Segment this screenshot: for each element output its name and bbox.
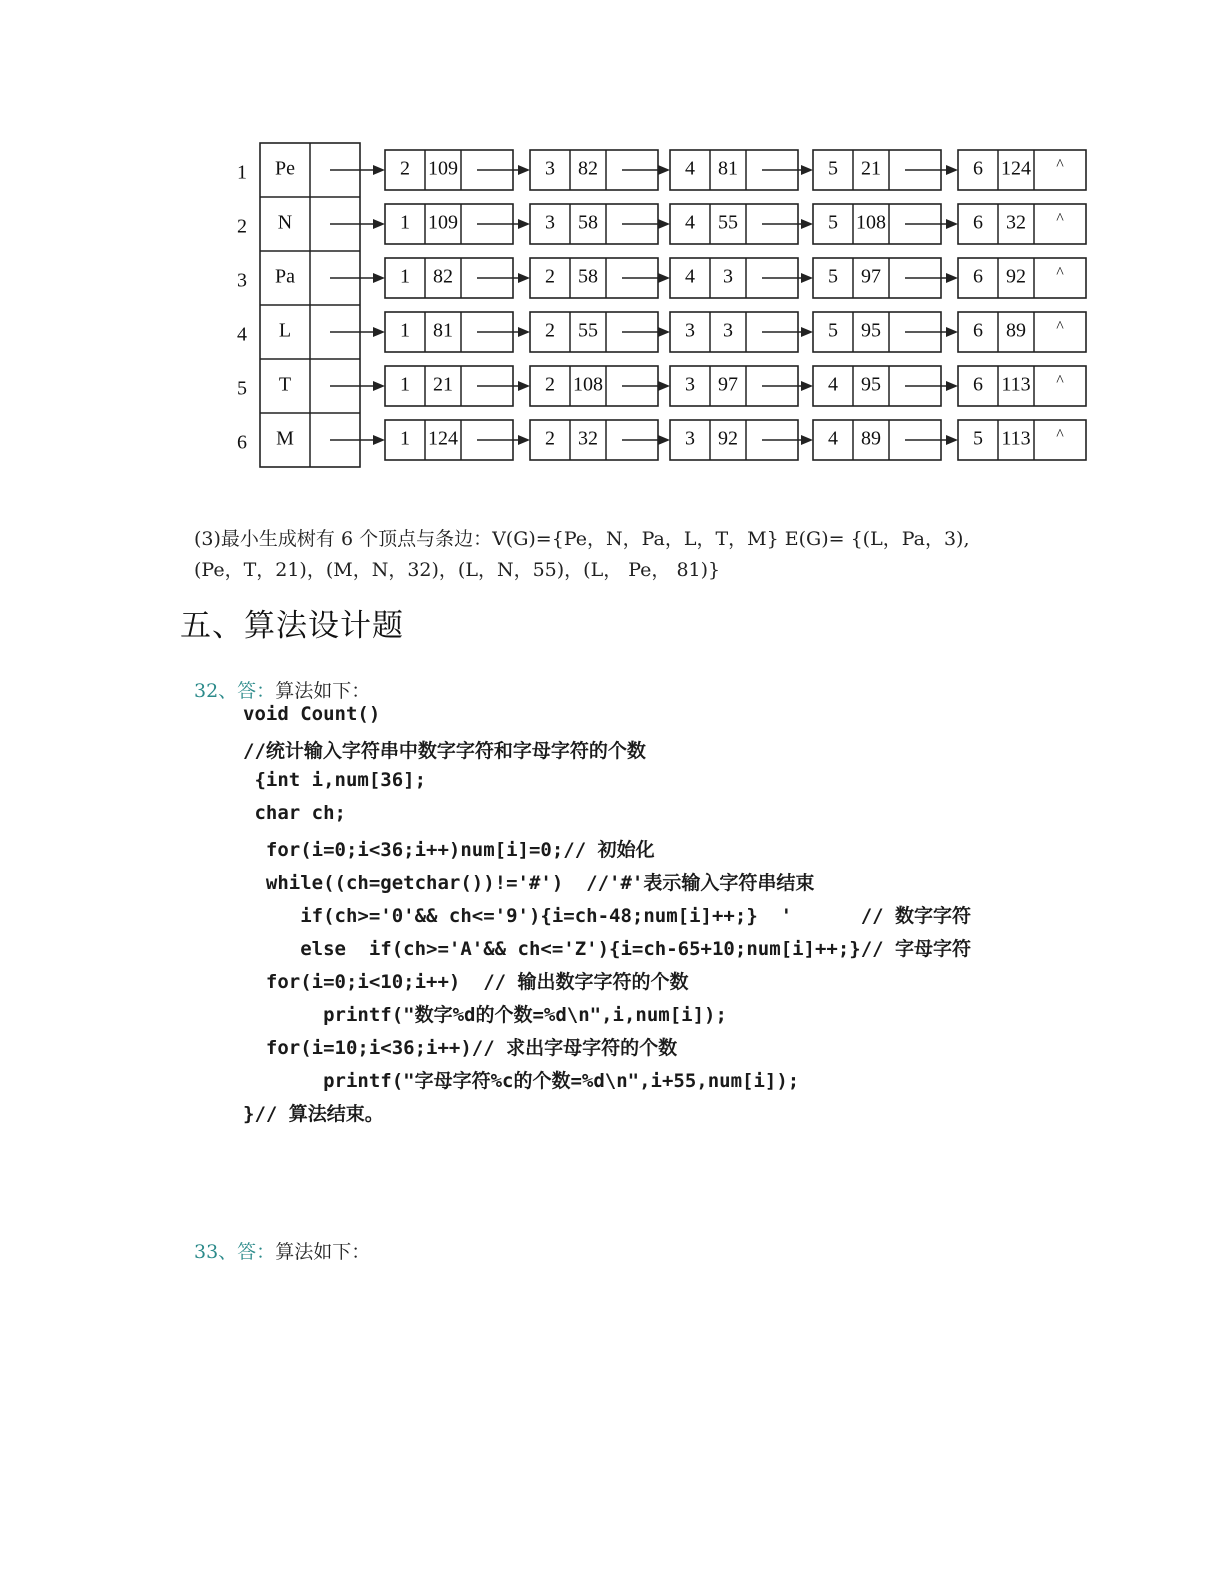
node-weight: 108 xyxy=(573,373,603,396)
null-pointer: ^ xyxy=(1056,210,1064,228)
row-index-2: 2 xyxy=(237,215,247,238)
node-vertex: 5 xyxy=(828,211,838,234)
code-line: {int i,num[36]; xyxy=(243,769,427,791)
node-vertex: 3 xyxy=(545,211,555,234)
next-arrow-head xyxy=(658,219,670,229)
row-index-3: 3 xyxy=(237,269,247,292)
code-line: }// 算法结束。 xyxy=(243,1103,384,1125)
row-index-5: 5 xyxy=(237,377,247,400)
node-weight: 82 xyxy=(433,265,453,288)
next-arrow-head xyxy=(518,165,530,175)
node-weight: 55 xyxy=(718,211,738,234)
mst-line-1: (3)最小生成树有 6 个顶点与条边：V(G)={Pe，N，Pa，L，T，M} E(G)= {(L，Pa，3), xyxy=(194,528,970,550)
next-arrow-head xyxy=(658,435,670,445)
node-vertex: 4 xyxy=(828,373,838,396)
vertex-name-1: Pe xyxy=(275,157,295,180)
node-weight: 109 xyxy=(428,157,458,180)
next-arrow-head xyxy=(946,165,958,175)
node-vertex: 2 xyxy=(545,427,555,450)
null-pointer: ^ xyxy=(1056,264,1064,282)
head-arrow-6-head xyxy=(373,435,385,445)
node-weight: 95 xyxy=(861,373,881,396)
node-weight: 3 xyxy=(723,265,733,288)
node-weight: 108 xyxy=(856,211,886,234)
vertex-name-5: T xyxy=(278,373,292,396)
next-arrow-head xyxy=(518,381,530,391)
node-weight: 21 xyxy=(861,157,881,180)
head-arrow-5-head xyxy=(373,381,385,391)
next-arrow-head xyxy=(946,219,958,229)
node-weight: 58 xyxy=(578,211,598,234)
head-arrow-1-head xyxy=(373,165,385,175)
node-weight: 92 xyxy=(1006,265,1026,288)
adjacency-list-diagram xyxy=(230,135,1090,480)
next-arrow-head xyxy=(946,327,958,337)
node-vertex: 3 xyxy=(685,319,695,342)
code-line: else if(ch>='A'&& ch<='Z'){i=ch-65+10;num[i]++;}// 字母字符 xyxy=(243,938,972,960)
null-pointer: ^ xyxy=(1056,372,1064,390)
node-vertex: 6 xyxy=(973,211,983,234)
answer-33-text: 算法如下： xyxy=(275,1241,371,1263)
node-vertex: 1 xyxy=(400,373,410,396)
row-index-4: 4 xyxy=(237,323,247,346)
next-arrow-head xyxy=(518,327,530,337)
next-arrow-head xyxy=(801,273,813,283)
next-arrow-head xyxy=(946,381,958,391)
next-arrow-head xyxy=(801,327,813,337)
head-arrow-3-head xyxy=(373,273,385,283)
code-line: printf("数字%d的个数=%d\n",i,num[i]); xyxy=(243,1004,727,1026)
node-vertex: 1 xyxy=(400,265,410,288)
node-vertex: 4 xyxy=(685,211,695,234)
vertex-name-3: Pa xyxy=(275,265,295,288)
mst-line-2: (Pe，T，21)，(M，N，32)，(L，N，55)，(L， Pe， 81)} xyxy=(194,559,721,581)
head-arrow-2-head xyxy=(373,219,385,229)
next-arrow-head xyxy=(518,435,530,445)
node-weight: 32 xyxy=(578,427,598,450)
vertex-name-4: L xyxy=(278,319,292,342)
next-arrow-head xyxy=(946,435,958,445)
code-line: //统计输入字符串中数字字符和字母字符的个数 xyxy=(243,740,646,762)
code-line: for(i=10;i<36;i++)// 求出字母字符的个数 xyxy=(243,1037,678,1059)
node-weight: 89 xyxy=(1006,319,1026,342)
next-arrow-head xyxy=(518,219,530,229)
code-line: char ch; xyxy=(243,802,346,824)
node-weight: 82 xyxy=(578,157,598,180)
null-pointer: ^ xyxy=(1056,426,1064,444)
code-line: printf("字母字符%c的个数=%d\n",i+55,num[i]); xyxy=(243,1070,800,1092)
next-arrow-head xyxy=(801,165,813,175)
node-vertex: 1 xyxy=(400,427,410,450)
node-vertex: 1 xyxy=(400,319,410,342)
node-weight: 21 xyxy=(433,373,453,396)
node-weight: 124 xyxy=(1001,157,1031,180)
next-arrow-head xyxy=(658,165,670,175)
node-vertex: 2 xyxy=(400,157,410,180)
node-vertex: 3 xyxy=(545,157,555,180)
section-heading: 五、算法设计题 xyxy=(180,608,404,644)
vertex-name-6: M xyxy=(276,427,294,450)
null-pointer: ^ xyxy=(1056,318,1064,336)
node-weight: 81 xyxy=(718,157,738,180)
node-vertex: 3 xyxy=(685,427,695,450)
node-weight: 55 xyxy=(578,319,598,342)
node-vertex: 2 xyxy=(545,373,555,396)
node-weight: 3 xyxy=(723,319,733,342)
node-vertex: 6 xyxy=(973,319,983,342)
code-line: for(i=0;i<10;i++) // 输出数字字符的个数 xyxy=(243,971,689,993)
next-arrow-head xyxy=(801,435,813,445)
node-vertex: 3 xyxy=(685,373,695,396)
code-line: if(ch>='0'&& ch<='9'){i=ch-48;num[i]++;} ' // 数字字符 xyxy=(243,905,972,927)
node-weight: 58 xyxy=(578,265,598,288)
code-line: void Count() xyxy=(243,703,381,725)
node-weight: 92 xyxy=(718,427,738,450)
answer-33-header xyxy=(194,1237,370,1264)
row-index-1: 1 xyxy=(237,161,247,184)
node-weight: 95 xyxy=(861,319,881,342)
answer-32-text: 算法如下： xyxy=(275,680,371,702)
node-weight: 81 xyxy=(433,319,453,342)
next-arrow-head xyxy=(658,273,670,283)
next-arrow-head xyxy=(801,381,813,391)
code-line: for(i=0;i<36;i++)num[i]=0;// 初始化 xyxy=(243,839,655,861)
answer-32-number: 32、答： xyxy=(194,680,276,702)
node-weight: 109 xyxy=(428,211,458,234)
node-vertex: 6 xyxy=(973,157,983,180)
node-weight: 97 xyxy=(861,265,881,288)
node-vertex: 5 xyxy=(973,427,983,450)
next-arrow-head xyxy=(658,327,670,337)
node-weight: 113 xyxy=(1001,373,1031,396)
node-vertex: 5 xyxy=(828,265,838,288)
node-vertex: 5 xyxy=(828,157,838,180)
node-vertex: 1 xyxy=(400,211,410,234)
node-vertex: 4 xyxy=(828,427,838,450)
row-index-6: 6 xyxy=(237,431,247,454)
code-line: while((ch=getchar())!='#') //'#'表示输入字符串结束 xyxy=(243,872,815,894)
vertex-name-2: N xyxy=(277,211,293,234)
next-arrow-head xyxy=(801,219,813,229)
next-arrow-head xyxy=(518,273,530,283)
node-weight: 89 xyxy=(861,427,881,450)
next-arrow-head xyxy=(946,273,958,283)
node-vertex: 6 xyxy=(973,265,983,288)
answer-33-number: 33、答： xyxy=(194,1241,276,1263)
node-weight: 113 xyxy=(1001,427,1031,450)
next-arrow-head xyxy=(658,381,670,391)
head-arrow-4-head xyxy=(373,327,385,337)
node-weight: 32 xyxy=(1006,211,1026,234)
node-vertex: 4 xyxy=(685,157,695,180)
node-vertex: 2 xyxy=(545,319,555,342)
answer-32-header xyxy=(194,676,370,703)
node-vertex: 6 xyxy=(973,373,983,396)
null-pointer: ^ xyxy=(1056,156,1064,174)
node-weight: 124 xyxy=(428,427,458,450)
node-vertex: 2 xyxy=(545,265,555,288)
node-vertex: 4 xyxy=(685,265,695,288)
node-weight: 97 xyxy=(718,373,738,396)
node-vertex: 5 xyxy=(828,319,838,342)
